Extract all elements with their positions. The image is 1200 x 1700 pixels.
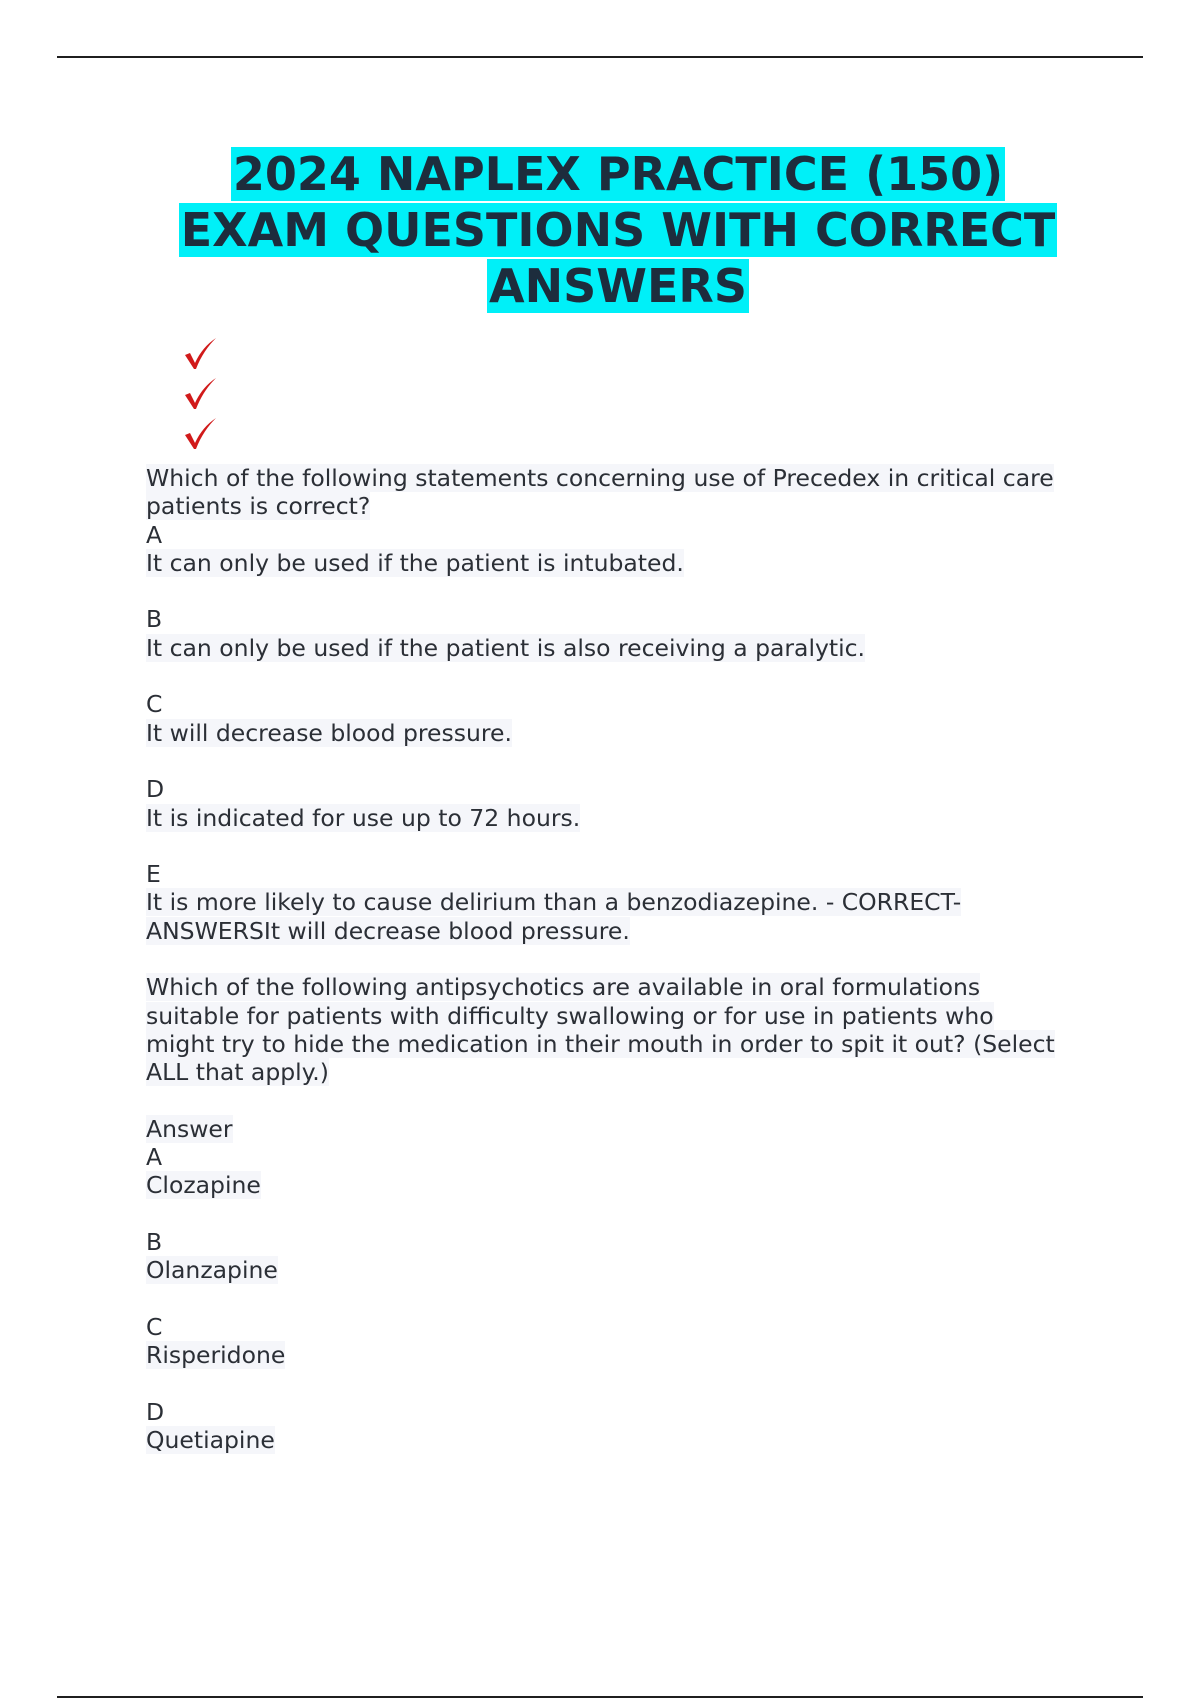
- question-text: ALL that apply.): [146, 1058, 329, 1087]
- option-letter: E: [146, 860, 161, 889]
- title-line-3: ANSWERS: [489, 259, 747, 313]
- checkmark-list: [182, 336, 218, 456]
- question-1: [146, 464, 1096, 973]
- option-text: It will decrease blood pressure.: [146, 718, 512, 747]
- option-letter: C: [146, 690, 163, 719]
- checkmark-icon: [182, 416, 218, 456]
- option-letter: B: [146, 1228, 163, 1257]
- option-text: Quetiapine: [146, 1426, 275, 1455]
- option-text: It is more likely to cause delirium than a benzodiazepine. - CORRECT-: [146, 888, 962, 917]
- checkmark-icon: [182, 336, 218, 376]
- option-text: Risperidone: [146, 1341, 286, 1370]
- question-text: Which of the following antipsychotics are available in oral formulations: [146, 973, 981, 1002]
- option-letter: A: [146, 1143, 163, 1172]
- option-text: It can only be used if the patient is also receiving a paralytic.: [146, 633, 866, 662]
- title-line-2: EXAM QUESTIONS WITH CORRECT: [180, 203, 1056, 257]
- footer-rule: [57, 1696, 1143, 1698]
- title-line-1: 2024 NAPLEX PRACTICE (150): [232, 147, 1004, 201]
- question-text: Which of the following statements concerning use of Precedex in critical care: [146, 464, 1054, 492]
- question-text: might try to hide the medication in their mouth in order to spit it out? (Select: [146, 1029, 1055, 1058]
- option-letter: D: [146, 775, 165, 804]
- header-rule: [57, 56, 1143, 58]
- option-letter: A: [146, 520, 163, 549]
- checkmark-icon: [182, 376, 218, 416]
- option-text: Clozapine: [146, 1171, 261, 1200]
- option-text: It is indicated for use up to 72 hours.: [146, 803, 581, 832]
- option-text: ANSWERSIt will decrease blood pressure.: [146, 916, 630, 945]
- answer-label: Answer: [146, 1114, 233, 1143]
- question-text: suitable for patients with difficulty swallowing or for use in patients who: [146, 1001, 994, 1030]
- document-body: [146, 464, 1096, 1454]
- option-text: It can only be used if the patient is intubated.: [146, 548, 684, 577]
- document-title: [0, 146, 1200, 314]
- option-letter: B: [146, 605, 163, 634]
- option-letter: C: [146, 1312, 163, 1341]
- question-text: patients is correct?: [146, 492, 371, 521]
- option-text: Olanzapine: [146, 1256, 278, 1285]
- option-letter: D: [146, 1397, 165, 1426]
- question-2: [146, 973, 1096, 1454]
